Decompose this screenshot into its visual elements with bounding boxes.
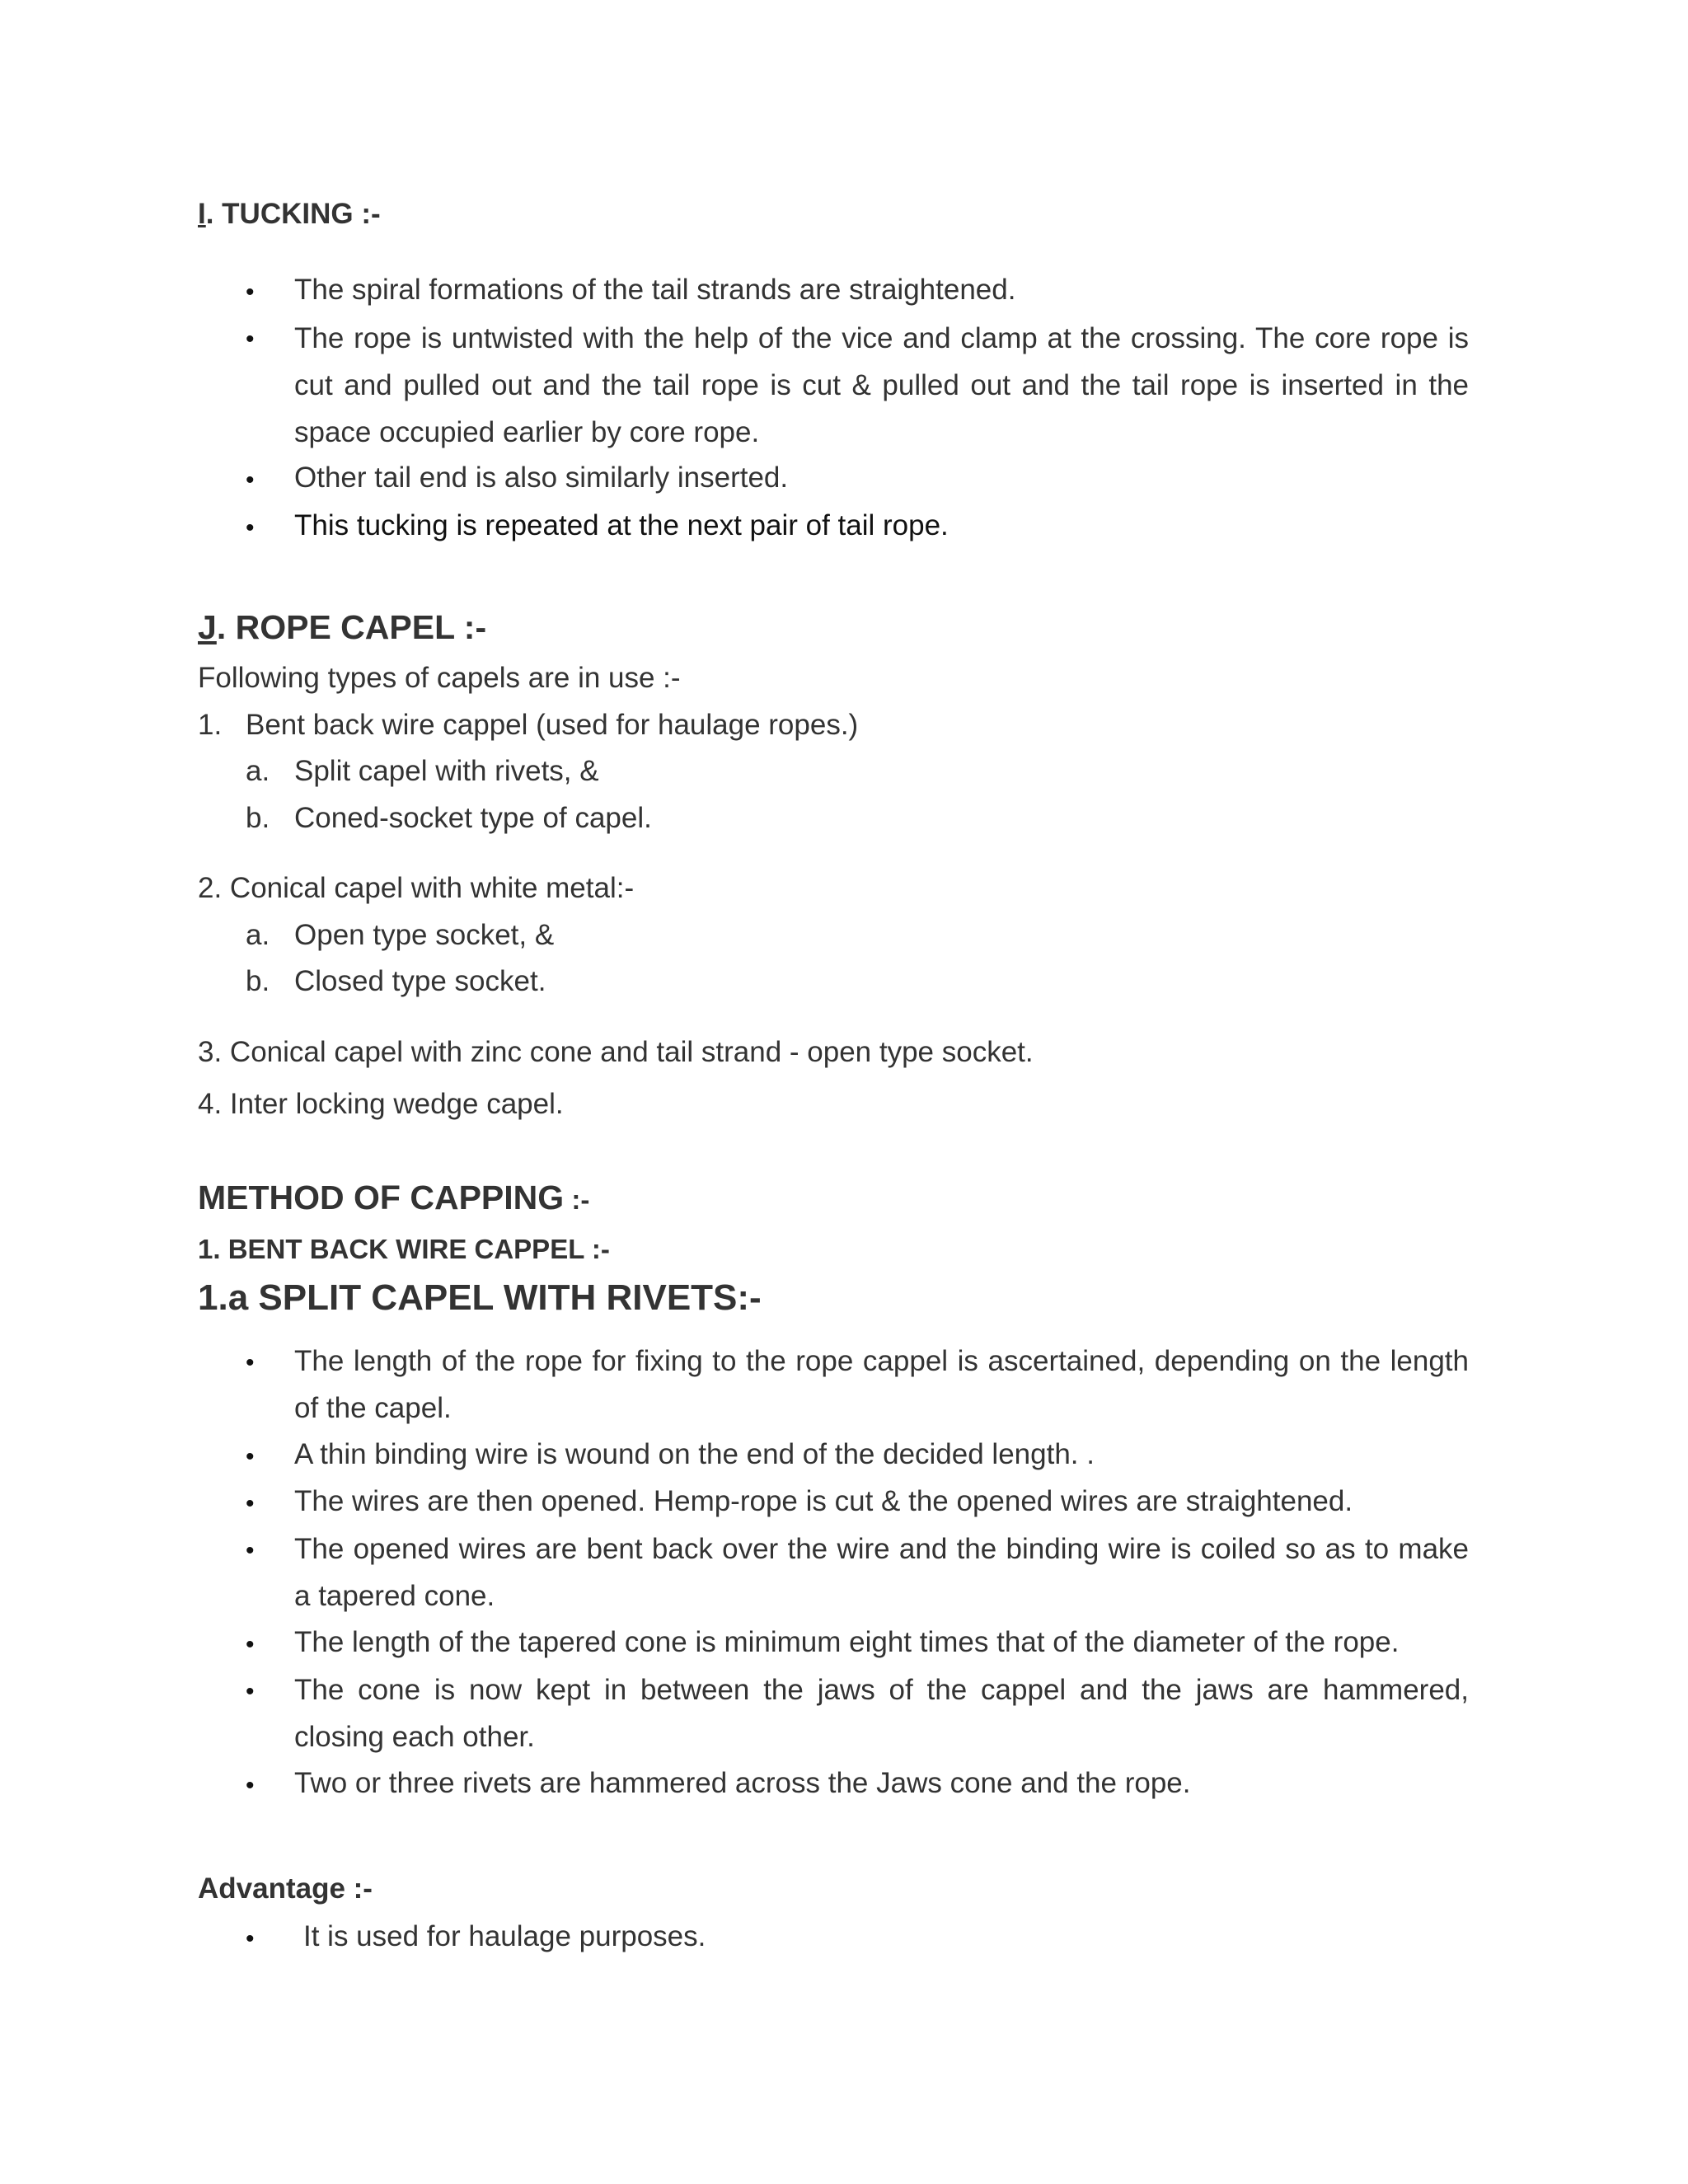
bullet-icon: • (246, 326, 255, 353)
method-bullet-6: The cone is now kept in between the jaws of the cappel and the jaws are hammered, closing each other. (294, 1674, 1469, 1753)
tucking-bullet-2: The rope is untwisted with the help of the vice and clamp at the crossing. The core rope is cut and pulled out and the tail rope is cut & pulled out and the tail rope is inserted in the space occupied earlier by core rope. (294, 322, 1469, 448)
method-bullet-4: The opened wires are bent back over the wire and the binding wire is coiled so as to make a tapered cone. (294, 1533, 1469, 1612)
capel-item-1a-marker: a. (246, 755, 270, 787)
tucking-bullet-1: The spiral formations of the tail strands are straightened. (294, 274, 1016, 306)
method-bullet-5: The length of the tapered cone is minimum eight times that of the diameter of the rope. (294, 1626, 1400, 1658)
bullet-icon: • (246, 1349, 255, 1376)
heading-tucking-text: . TUCKING :- (205, 198, 381, 230)
heading-tucking (198, 198, 381, 231)
advantage-bullet-1: It is used for haulage purposes. (303, 1920, 706, 1952)
capel-item-3: 3. Conical capel with zinc cone and tail strand - open type socket. (198, 1036, 1034, 1068)
bullet-icon: • (246, 1772, 255, 1799)
capel-item-1b-marker: b. (246, 802, 270, 834)
capel-intro: Following types of capels are in use :- (198, 662, 681, 694)
heading-rope-capel-text: . ROPE CAPEL :- (216, 608, 487, 646)
bullet-icon: • (246, 1925, 255, 1952)
heading-split-capel-with-rivets: 1.a SPLIT CAPEL WITH RIVETS:- (198, 1277, 762, 1318)
bullet-icon: • (246, 1537, 255, 1564)
method-bullet-3: The wires are then opened. Hemp-rope is cut & the opened wires are straightened. (294, 1485, 1353, 1517)
heading-method-suffix: :- (564, 1184, 590, 1215)
bullet-icon: • (246, 466, 255, 494)
heading-rope-capel (198, 608, 486, 647)
bullet-icon: • (246, 1443, 255, 1470)
heading-method-of-capping (198, 1179, 589, 1217)
bullet-icon: • (246, 279, 255, 306)
bullet-icon: • (246, 1490, 255, 1517)
bullet-icon: • (246, 1678, 255, 1705)
heading-tucking-letter: I (198, 198, 206, 230)
capel-item-2a-text: Open type socket, & (294, 919, 555, 951)
capel-item-2a-marker: a. (246, 919, 270, 951)
capel-item-1b-text: Coned-socket type of capel. (294, 802, 652, 834)
capel-item-1-number: 1. (198, 709, 223, 741)
capel-item-4: 4. Inter locking wedge capel. (198, 1088, 564, 1120)
bullet-icon: • (246, 514, 255, 541)
capel-item-1a-text: Split capel with rivets, & (294, 755, 599, 787)
method-bullet-2: A thin binding wire is wound on the end of the decided length. . (294, 1438, 1095, 1470)
method-bullet-1: The length of the rope for fixing to the rope cappel is ascertained, depending on the length of the capel. (294, 1345, 1469, 1424)
capel-item-2b-text: Closed type socket. (294, 965, 546, 997)
capel-item-2: 2. Conical capel with white metal:- (198, 872, 635, 904)
tucking-bullet-4: This tucking is repeated at the next pair of tail rope. (294, 509, 949, 541)
bullet-icon: • (246, 1631, 255, 1658)
method-bullet-7: Two or three rivets are hammered across the Jaws cone and the rope. (294, 1767, 1191, 1799)
tucking-bullet-3: Other tail end is also similarly inserted. (294, 462, 789, 494)
heading-bent-back-wire-cappel: 1. BENT BACK WIRE CAPPEL :- (198, 1234, 610, 1264)
heading-advantage: Advantage :- (198, 1872, 373, 1905)
heading-rope-capel-letter: J (198, 608, 217, 646)
capel-item-2b-marker: b. (246, 965, 270, 997)
capel-item-1-text: Bent back wire cappel (used for haulage ropes.) (246, 709, 859, 741)
heading-method-main: METHOD OF CAPPING (198, 1179, 565, 1216)
